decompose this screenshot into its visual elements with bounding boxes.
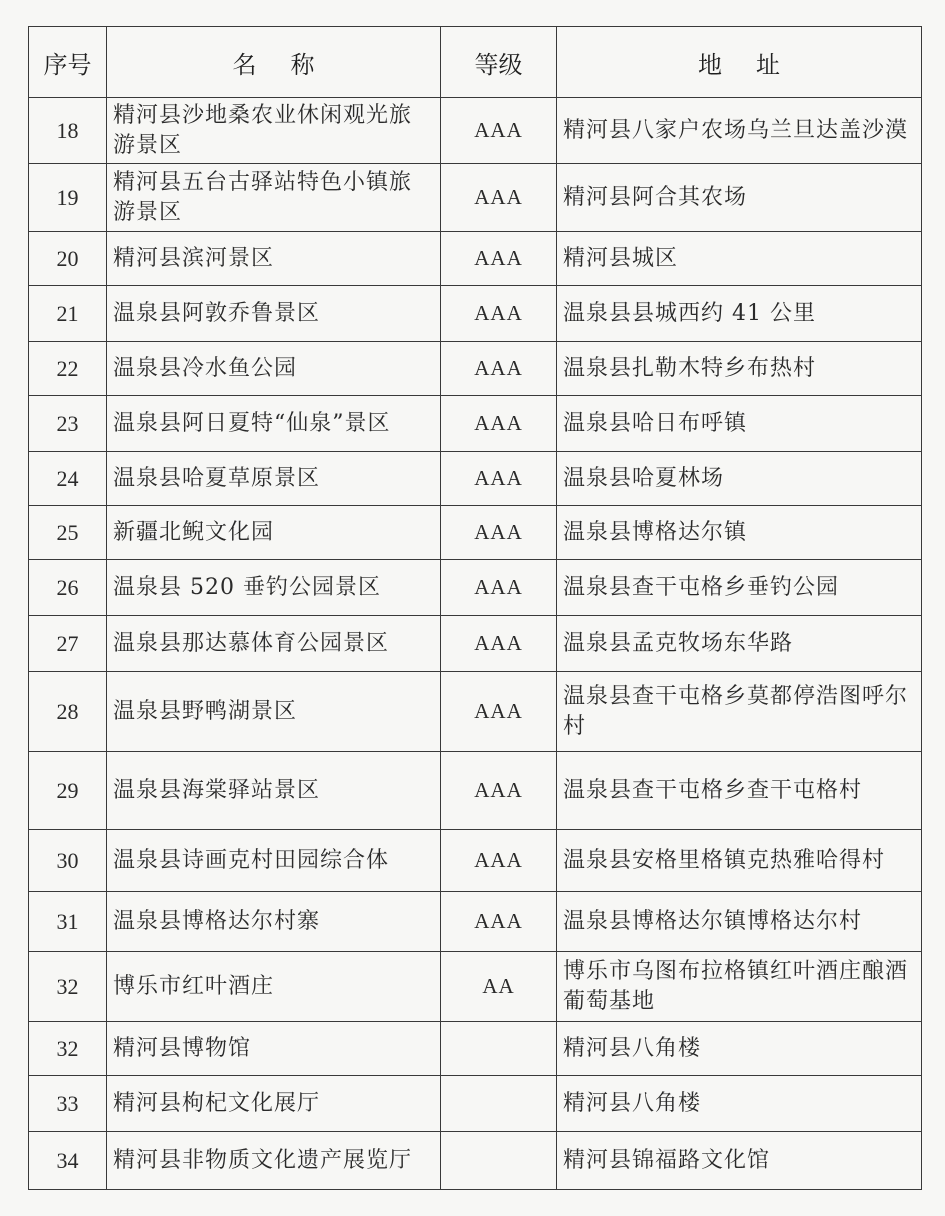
cell-serial-number: 26 bbox=[29, 560, 107, 616]
cell-serial-number: 21 bbox=[29, 286, 107, 342]
cell-address: 温泉县孟克牧场东华路 bbox=[557, 616, 922, 672]
cell-grade: AAA bbox=[441, 830, 557, 892]
cell-grade: AAA bbox=[441, 286, 557, 342]
cell-address: 温泉县安格里格镇克热雅哈得村 bbox=[557, 830, 922, 892]
cell-serial-number: 32 bbox=[29, 1022, 107, 1076]
table-body bbox=[29, 98, 922, 1190]
cell-name: 温泉县诗画克村田园综合体 bbox=[107, 830, 441, 892]
cell-serial-number: 34 bbox=[29, 1132, 107, 1190]
cell-address: 精河县八角楼 bbox=[557, 1022, 922, 1076]
cell-grade: AAA bbox=[441, 616, 557, 672]
table-header-row bbox=[29, 27, 922, 98]
cell-serial-number: 31 bbox=[29, 892, 107, 952]
cell-name: 精河县沙地桑农业休闲观光旅游景区 bbox=[107, 98, 441, 164]
cell-grade: AAA bbox=[441, 752, 557, 830]
table-row bbox=[29, 396, 922, 452]
cell-grade bbox=[441, 1022, 557, 1076]
cell-serial-number: 20 bbox=[29, 232, 107, 286]
header-name: 名称 bbox=[107, 27, 441, 98]
cell-name: 温泉县海棠驿站景区 bbox=[107, 752, 441, 830]
cell-serial-number: 27 bbox=[29, 616, 107, 672]
table-row bbox=[29, 892, 922, 952]
cell-name: 温泉县阿日夏特“仙泉”景区 bbox=[107, 396, 441, 452]
cell-address: 温泉县扎勒木特乡布热村 bbox=[557, 342, 922, 396]
table-row bbox=[29, 752, 922, 830]
cell-address: 精河县锦福路文化馆 bbox=[557, 1132, 922, 1190]
cell-serial-number: 33 bbox=[29, 1076, 107, 1132]
table-row bbox=[29, 506, 922, 560]
cell-serial-number: 32 bbox=[29, 952, 107, 1022]
cell-name: 温泉县博格达尔村寨 bbox=[107, 892, 441, 952]
cell-serial-number: 25 bbox=[29, 506, 107, 560]
cell-grade: AAA bbox=[441, 892, 557, 952]
cell-name: 精河县滨河景区 bbox=[107, 232, 441, 286]
cell-serial-number: 18 bbox=[29, 98, 107, 164]
cell-grade: AAA bbox=[441, 672, 557, 752]
cell-grade: AAA bbox=[441, 452, 557, 506]
cell-serial-number: 23 bbox=[29, 396, 107, 452]
cell-address: 温泉县哈日布呼镇 bbox=[557, 396, 922, 452]
cell-address: 精河县城区 bbox=[557, 232, 922, 286]
header-grade: 等级 bbox=[441, 27, 557, 98]
cell-name: 温泉县那达慕体育公园景区 bbox=[107, 616, 441, 672]
cell-name: 博乐市红叶酒庄 bbox=[107, 952, 441, 1022]
cell-grade: AAA bbox=[441, 560, 557, 616]
cell-grade: AAA bbox=[441, 232, 557, 286]
cell-address: 精河县八角楼 bbox=[557, 1076, 922, 1132]
cell-serial-number: 30 bbox=[29, 830, 107, 892]
cell-address: 精河县阿合其农场 bbox=[557, 164, 922, 232]
table-row bbox=[29, 1132, 922, 1190]
table-row bbox=[29, 1076, 922, 1132]
cell-serial-number: 22 bbox=[29, 342, 107, 396]
scenic-spots-table-container bbox=[28, 26, 921, 1190]
table-row bbox=[29, 286, 922, 342]
cell-grade: AAA bbox=[441, 506, 557, 560]
cell-serial-number: 29 bbox=[29, 752, 107, 830]
table-row bbox=[29, 342, 922, 396]
table-row bbox=[29, 952, 922, 1022]
table-row bbox=[29, 164, 922, 232]
cell-name: 温泉县哈夏草原景区 bbox=[107, 452, 441, 506]
cell-name: 温泉县 520 垂钓公园景区 bbox=[107, 560, 441, 616]
cell-name: 温泉县野鸭湖景区 bbox=[107, 672, 441, 752]
cell-grade: AAA bbox=[441, 396, 557, 452]
cell-name: 精河县非物质文化遗产展览厅 bbox=[107, 1132, 441, 1190]
cell-grade: AAA bbox=[441, 342, 557, 396]
cell-address: 温泉县博格达尔镇 bbox=[557, 506, 922, 560]
cell-address: 温泉县查干屯格乡查干屯格村 bbox=[557, 752, 922, 830]
table-row bbox=[29, 616, 922, 672]
table-row bbox=[29, 830, 922, 892]
cell-name: 新疆北鲵文化园 bbox=[107, 506, 441, 560]
cell-name: 精河县五台古驿站特色小镇旅游景区 bbox=[107, 164, 441, 232]
header-address: 地址 bbox=[557, 27, 922, 98]
cell-address: 博乐市乌图布拉格镇红叶酒庄酿酒葡萄基地 bbox=[557, 952, 922, 1022]
table-row bbox=[29, 672, 922, 752]
cell-grade: AAA bbox=[441, 98, 557, 164]
table-row bbox=[29, 1022, 922, 1076]
table-row bbox=[29, 98, 922, 164]
cell-serial-number: 24 bbox=[29, 452, 107, 506]
cell-serial-number: 28 bbox=[29, 672, 107, 752]
cell-address: 温泉县哈夏林场 bbox=[557, 452, 922, 506]
cell-address: 温泉县博格达尔镇博格达尔村 bbox=[557, 892, 922, 952]
cell-grade: AAA bbox=[441, 164, 557, 232]
cell-name: 温泉县冷水鱼公园 bbox=[107, 342, 441, 396]
cell-address: 精河县八家户农场乌兰旦达盖沙漠 bbox=[557, 98, 922, 164]
scenic-spots-table bbox=[28, 26, 922, 1190]
cell-address: 温泉县查干屯格乡莫都停浩图呼尔村 bbox=[557, 672, 922, 752]
cell-grade bbox=[441, 1132, 557, 1190]
header-serial-number: 序号 bbox=[29, 27, 107, 98]
cell-name: 精河县枸杞文化展厅 bbox=[107, 1076, 441, 1132]
cell-serial-number: 19 bbox=[29, 164, 107, 232]
cell-address: 温泉县查干屯格乡垂钓公园 bbox=[557, 560, 922, 616]
cell-name: 精河县博物馆 bbox=[107, 1022, 441, 1076]
table-row bbox=[29, 452, 922, 506]
table-row bbox=[29, 232, 922, 286]
table-row bbox=[29, 560, 922, 616]
cell-name: 温泉县阿敦乔鲁景区 bbox=[107, 286, 441, 342]
cell-grade bbox=[441, 1076, 557, 1132]
cell-grade: AA bbox=[441, 952, 557, 1022]
cell-address: 温泉县县城西约 41 公里 bbox=[557, 286, 922, 342]
